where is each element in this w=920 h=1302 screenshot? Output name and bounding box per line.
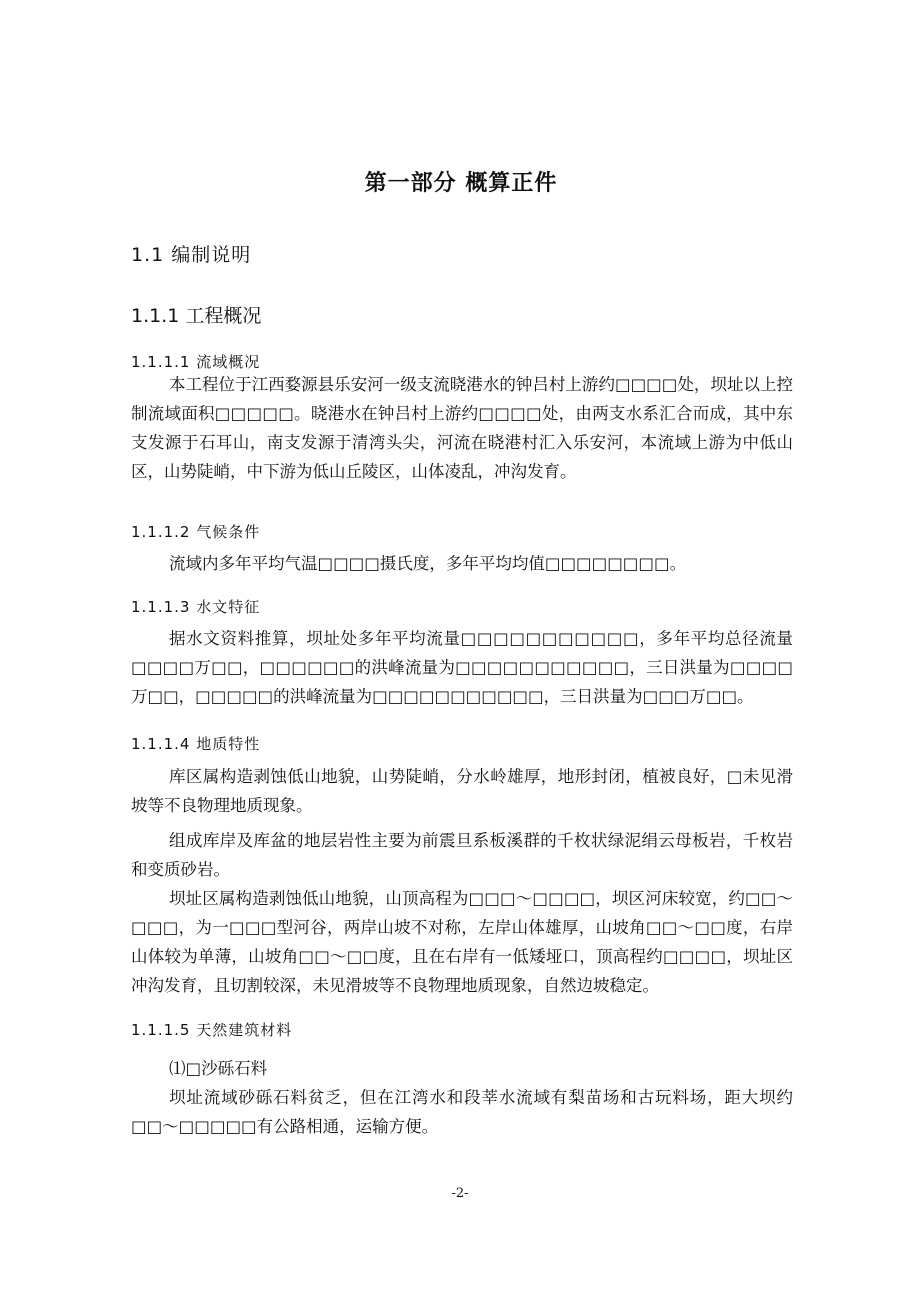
heading-hydrology: 1.1.1.3 水文特征 <box>131 598 261 616</box>
paragraph-gravel-label: ⑴□沙砾石料 <box>169 1059 268 1078</box>
part-title: 第一部分 概算正件 <box>364 171 558 196</box>
paragraph-geology-dam-site: 坝址区属构造剥蚀低山地貌，山顶高程为□□□～□□□□，坝区河床较宽，约□□～□□□，为一□□□型河谷，两岸山坡不对称，左岸山体雄厚，山坡角□□～□□度，右岸山体较为单薄，山坡角□□～□□度，且在右岸有一低矮垭口，顶高程约□□□□，坝址区冲沟发育，且切割较深，未见滑坡等不良物理地质现象，自然边坡稳定。 <box>131 889 793 995</box>
heading-climate: 1.1.1.2 气候条件 <box>131 523 261 541</box>
heading-building-materials: 1.1.1.5 天然建筑材料 <box>131 1021 293 1039</box>
heading-geology: 1.1.1.4 地质特性 <box>131 735 261 753</box>
paragraph-geology-reservoir: 库区属构造剥蚀低山地貌，山势陡峭，分水岭雄厚，地形封闭，植被良好，□未见滑坡等不良物理地质现象。 <box>131 767 793 815</box>
heading-watershed-overview: 1.1.1.1 流域概况 <box>131 353 261 371</box>
paragraph-gravel-description: 坝址流域砂砾石料贫乏，但在江湾水和段莘水流域有梨苗场和古玩料场，距大坝约□□～□□□□□有公路相通，运输方便。 <box>131 1088 793 1136</box>
paragraph-hydrology: 据水文资料推算，坝址处多年平均流量□□□□□□□□□□□，多年平均总径流量□□□□万□□，□□□□□□的洪峰流量为□□□□□□□□□□□，三日洪量为□□□□万□□，□□□□□的洪峰流量为□□□□□□□□□□□，三日洪量为□□□万□□。 <box>131 629 793 706</box>
paragraph-watershed-overview: 本工程位于江西婺源县乐安河一级支流晓港水的钟吕村上游约□□□□处，坝址以上控制流域面积□□□□□。晓港水在钟吕村上游约□□□□处，由两支水系汇合而成，其中东支发源于石耳山，南支发源于清湾头尖，河流在晓港村汇入乐安河，本流域上游为中低山区，山势陡峭，中下游为低山丘陵区，山体凌乱，冲沟发育。 <box>131 375 793 481</box>
section-heading: 1.1 编制说明 <box>131 244 252 266</box>
paragraph-geology-strata: 组成库岸及库盆的地层岩性主要为前震旦系板溪群的千枚状绿泥绢云母板岩，千枚岩和变质砂岩。 <box>131 831 793 879</box>
page-number: -2- <box>451 1186 469 1201</box>
subsection-heading: 1.1.1 工程概况 <box>131 305 262 327</box>
paragraph-climate: 流域内多年平均气温□□□□摄氏度，多年平均均值□□□□□□□□。 <box>169 554 687 573</box>
